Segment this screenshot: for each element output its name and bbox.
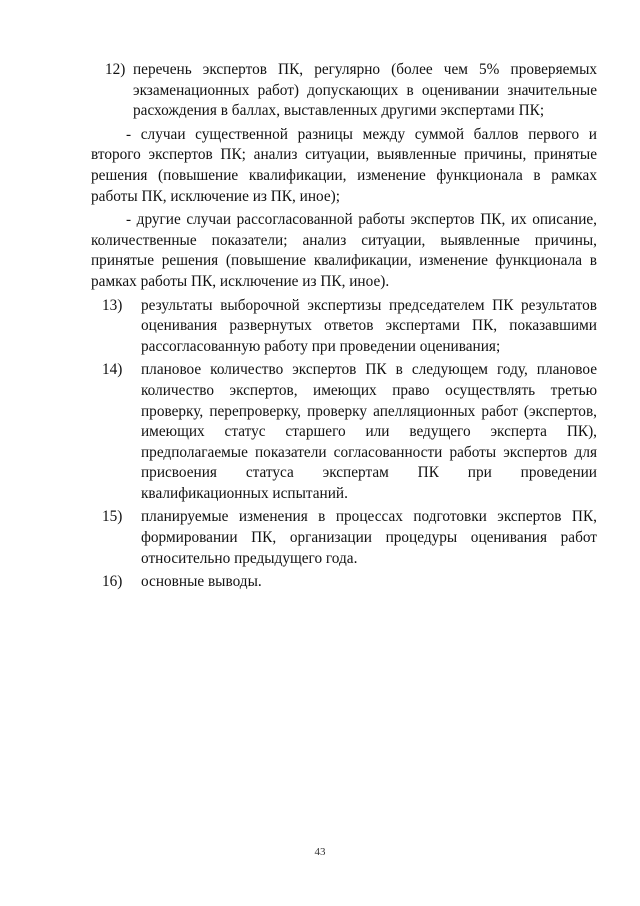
list-item-number: 15) bbox=[102, 508, 123, 526]
list-item-number: 12) bbox=[105, 61, 126, 78]
paragraph-other-cases: - другие случаи рассогласованной работы экспертов ПК, их описание, количественные показатели; анализ ситуации, выявленные причины, принятые решения (повышение квалификации, изменение функционала в рамках работы ПК, исключение из ПК, иное). bbox=[91, 211, 597, 290]
list-item-14 bbox=[91, 360, 597, 504]
paragraph-significant-difference: - случаи существенной разницы между суммой баллов первого и второго экспертов ПК; анализ ситуации, выявленные причины, принятые решения (повышение квалификации, изменение функционала в рамках работы ПК, исключение из ПК, иное); bbox=[91, 125, 597, 205]
list-item-text: основные выводы. bbox=[141, 573, 262, 591]
list-item-number: 16) bbox=[102, 573, 123, 591]
list-item-number: 13) bbox=[102, 296, 123, 314]
list-item-13 bbox=[91, 296, 597, 358]
list-item-text: планируемые изменения в процессах подготовки экспертов ПК, формировании ПК, организации процедуры оценивания работ относительно предыдущего года. bbox=[141, 508, 597, 567]
list-item-text: плановое количество экспертов ПК в следующем году, плановое количество экспертов, имеющих право осуществлять третью проверку, перепроверку, проверку апелляционных работ (экспертов, имеющих статус старшего или ведущего эксперта ПК), предполагаемые показатели согласованности работы экспертов для присвоения статуса экспертам ПК при проведении квалификационных испытаний. bbox=[141, 361, 597, 502]
list-item-12 bbox=[91, 60, 597, 122]
list-item-16 bbox=[91, 572, 597, 593]
list-item-text: результаты выборочной экспертизы председателем ПК результатов оценивания развернутых ответов экспертами ПК, показавшими рассогласованную работу при проведении оценивания; bbox=[141, 296, 597, 355]
list-item-text: перечень экспертов ПК, регулярно (более чем 5% проверяемых экзаменационных работ) допускающих в оценивании значительные расхождения в баллах, выставленных другими экспертами ПК; bbox=[133, 61, 597, 120]
page-number: 43 bbox=[314, 846, 326, 858]
list-item-15 bbox=[91, 507, 597, 569]
list-item-number: 14) bbox=[102, 361, 123, 379]
page-content bbox=[91, 60, 597, 596]
